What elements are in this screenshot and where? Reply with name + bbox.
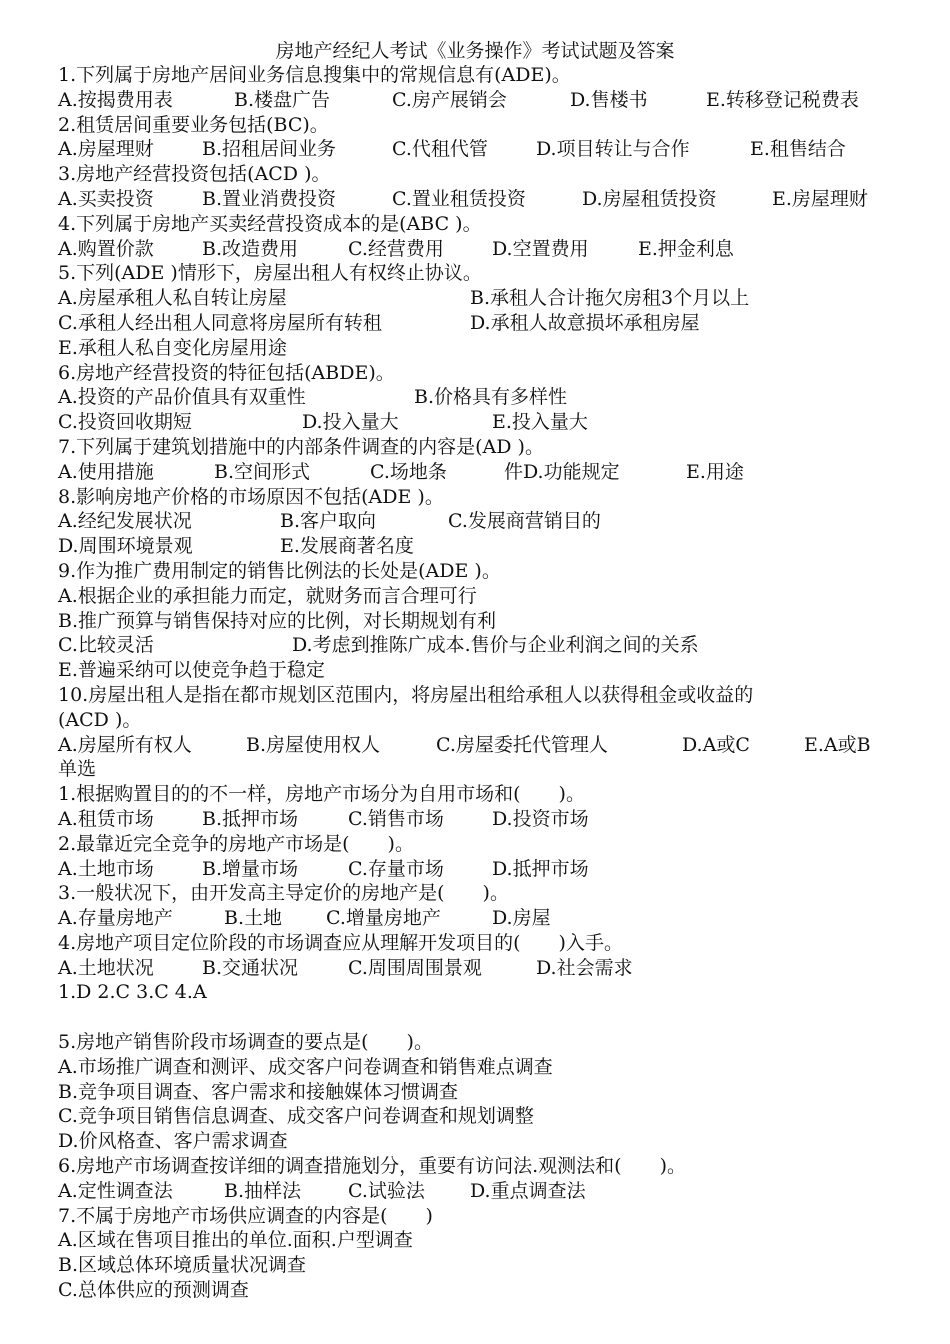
option-a: A.买卖投资 [58, 187, 154, 210]
single-question-4: 4.房地产项目定位阶段的市场调查应从理解开发项目的( )入手。 [58, 931, 623, 954]
option-b: B.抵押市场 [202, 807, 299, 830]
option-d: D.承租人故意损坏承租房屋 [470, 311, 700, 334]
option-d: D.项目转让与合作 [536, 138, 690, 161]
option-b: B.空间形式 [214, 460, 311, 483]
document-body [58, 63, 898, 1303]
option-a: A.根据企业的承担能力而定，就财务而言合理可行 [58, 584, 477, 607]
option-c: C.经营费用 [348, 237, 444, 260]
option-c: C.房屋委托代管理人 [436, 733, 608, 756]
question-1: 1.下列属于房地产居间业务信息搜集中的常规信息有(ADE)。 [58, 64, 571, 86]
option-e: E.租售结合 [750, 138, 846, 161]
single-question-3-options [58, 906, 898, 931]
answer-key: 1.D 2.C 3.C 4.A [58, 981, 207, 1004]
single-question-2-options [58, 857, 898, 882]
option-e: E.发展商著名度 [280, 535, 414, 558]
question-7: 7.下列属于建筑划措施中的内部条件调查的内容是(AD )。 [58, 435, 544, 458]
option-c: C.存量市场 [348, 857, 444, 880]
option-b: B.抽样法 [224, 1179, 302, 1202]
option-b: B.房屋使用权人 [246, 733, 381, 756]
option-a: A.房屋承租人私自转让房屋 [58, 287, 287, 310]
option-e: E.普遍采纳可以使竞争趋于稳定 [58, 659, 325, 682]
single-question-2: 2.最靠近完全竞争的房地产市场是( )。 [58, 832, 414, 855]
single-question-7: 7.不属于房地产市场供应调查的内容是( ) [58, 1204, 433, 1227]
option-d: D.投资市场 [492, 807, 589, 830]
option-a: A.存量房地产 [58, 907, 173, 930]
question-5: 5.下列(ADE )情形下，房屋出租人有权终止协议。 [58, 262, 482, 285]
question-9-options-row [58, 633, 898, 658]
option-a: A.房屋所有权人 [58, 733, 192, 756]
option-d: D.售楼书 [570, 88, 648, 111]
option-a: A.房屋理财 [58, 138, 154, 161]
option-d: D.空置费用 [492, 237, 589, 260]
question-2-options [58, 137, 898, 162]
option-d: D.投入量大 [302, 411, 399, 434]
option-c: C.场地条 [370, 460, 447, 483]
option-a: A.购置价款 [58, 237, 154, 260]
option-b: B.招租居间业务 [202, 138, 337, 161]
option-c: C.置业租赁投资 [392, 187, 526, 210]
question-4-options [58, 237, 898, 262]
option-a: A.投资的产品价值具有双重性 [58, 386, 306, 409]
question-8-options-row2 [58, 534, 898, 559]
option-d: D.房屋 [492, 907, 551, 930]
question-10: 10.房屋出租人是指在都市规划区范围内，将房屋出租给承租人以获得租金或收益的 [58, 683, 754, 706]
option-e: E.投入量大 [492, 411, 588, 434]
question-10-options [58, 733, 898, 758]
option-b: B.土地 [224, 907, 283, 930]
option-e: E.房屋理财 [772, 187, 868, 210]
option-b: B.改造费用 [202, 237, 299, 260]
option-c: C.发展商营销目的 [448, 510, 601, 533]
option-d: D.重点调查法 [470, 1179, 586, 1202]
option-b: B.置业消费投资 [202, 187, 337, 210]
single-question-1-options [58, 807, 898, 832]
option-e: E.用途 [686, 460, 744, 483]
single-question-5: 5.房地产销售阶段市场调查的要点是( )。 [58, 1031, 433, 1054]
single-question-4-options [58, 956, 898, 981]
question-3-options [58, 187, 898, 212]
question-6-options-row2 [58, 410, 898, 435]
option-b: B.竞争项目调查、客户需求和接触媒体习惯调查 [58, 1080, 459, 1103]
option-c: C.销售市场 [348, 807, 444, 830]
question-4: 4.下列属于房地产买卖经营投资成本的是(ABC )。 [58, 212, 482, 235]
option-b: B.客户取向 [280, 510, 377, 533]
option-a: A.土地市场 [58, 857, 154, 880]
option-b: B.承租人合计拖欠房租3个月以上 [470, 287, 750, 310]
question-3: 3.房地产经营投资包括(ACD )。 [58, 163, 331, 186]
question-8: 8.影响房地产价格的市场原因不包括(ADE )。 [58, 485, 444, 508]
single-question-3: 3.一般状况下，由开发高主导定价的房地产是( )。 [58, 882, 509, 905]
option-c: C.试验法 [348, 1179, 425, 1202]
option-a: A.经纪发展状况 [58, 510, 192, 533]
option-b: B.推广预算与销售保持对应的比例，对长期规划有利 [58, 609, 497, 632]
option-d: D.社会需求 [536, 956, 633, 979]
option-a: A.市场推广调查和测评、成交客户问卷调查和销售难点调查 [58, 1055, 553, 1078]
question-6: 6.房地产经营投资的特征包括(ABDE)。 [58, 361, 395, 384]
option-d: D.抵押市场 [492, 857, 589, 880]
option-a: A.定性调查法 [58, 1179, 173, 1202]
option-b: B.楼盘广告 [234, 88, 331, 111]
question-7-options [58, 460, 898, 485]
question-6-options-row1 [58, 385, 898, 410]
option-e: E.承租人私自变化房屋用途 [58, 336, 287, 359]
option-c: C.房产展销会 [392, 88, 507, 111]
option-e: E.转移登记税费表 [706, 88, 859, 111]
option-b: B.区域总体环境质量状况调查 [58, 1254, 307, 1277]
option-e: E.A或B [804, 733, 871, 756]
question-10-continued: (ACD )。 [58, 708, 142, 731]
question-5-options-row1 [58, 286, 898, 311]
document-title: 房地产经纪人考试《业务操作》考试试题及答案 [275, 40, 675, 62]
question-8-options-row1 [58, 509, 898, 534]
option-c: C.竞争项目销售信息调查、成交客户问卷调查和规划调整 [58, 1105, 534, 1128]
option-a: A.按揭费用表 [58, 88, 173, 111]
single-question-6: 6.房地产市场调查按详细的调查措施划分，重要有访问法.观测法和( )。 [58, 1155, 686, 1178]
single-question-1: 1.根据购置目的的不一样，房地产市场分为自用市场和( )。 [58, 783, 585, 806]
single-question-6-options [58, 1179, 898, 1204]
option-b: B.价格具有多样性 [414, 386, 568, 409]
option-c: C.投资回收期短 [58, 411, 192, 434]
option-b: B.交通状况 [202, 956, 299, 979]
option-d: D.周围环境景观 [58, 535, 193, 558]
question-5-options-row2 [58, 311, 898, 336]
question-1-options [58, 88, 898, 113]
option-d: D.考虑到推陈广成本.售价与企业利润之间的关系 [292, 634, 699, 657]
section-heading-single-choice: 单选 [58, 758, 97, 781]
question-2: 2.租赁居间重要业务包括(BC)。 [58, 113, 329, 136]
option-c: C.总体供应的预测调查 [58, 1279, 249, 1302]
option-d: D.房屋租赁投资 [582, 187, 717, 210]
option-a: A.土地状况 [58, 956, 154, 979]
blank-line [58, 1005, 898, 1030]
question-5-options-row3 [58, 336, 898, 361]
option-a: A.区域在售项目推出的单位.面积.户型调查 [58, 1229, 413, 1252]
option-c: C.比较灵活 [58, 634, 154, 657]
option-a: A.租赁市场 [58, 807, 154, 830]
option-d: D.价风格查、客户需求调查 [58, 1130, 288, 1153]
option-c: C.代租代管 [392, 138, 488, 161]
question-9: 9.作为推广费用制定的销售比例法的长处是(ADE )。 [58, 559, 501, 582]
option-d: 件D.功能规定 [504, 460, 620, 483]
option-c: C.周围周围景观 [348, 956, 482, 979]
option-c: C.增量房地产 [326, 907, 441, 930]
option-d: D.A或C [682, 733, 750, 756]
option-b: B.增量市场 [202, 857, 299, 880]
option-a: A.使用措施 [58, 460, 154, 483]
option-c: C.承租人经出租人同意将房屋所有转租 [58, 311, 382, 334]
option-e: E.押金利息 [638, 237, 734, 260]
